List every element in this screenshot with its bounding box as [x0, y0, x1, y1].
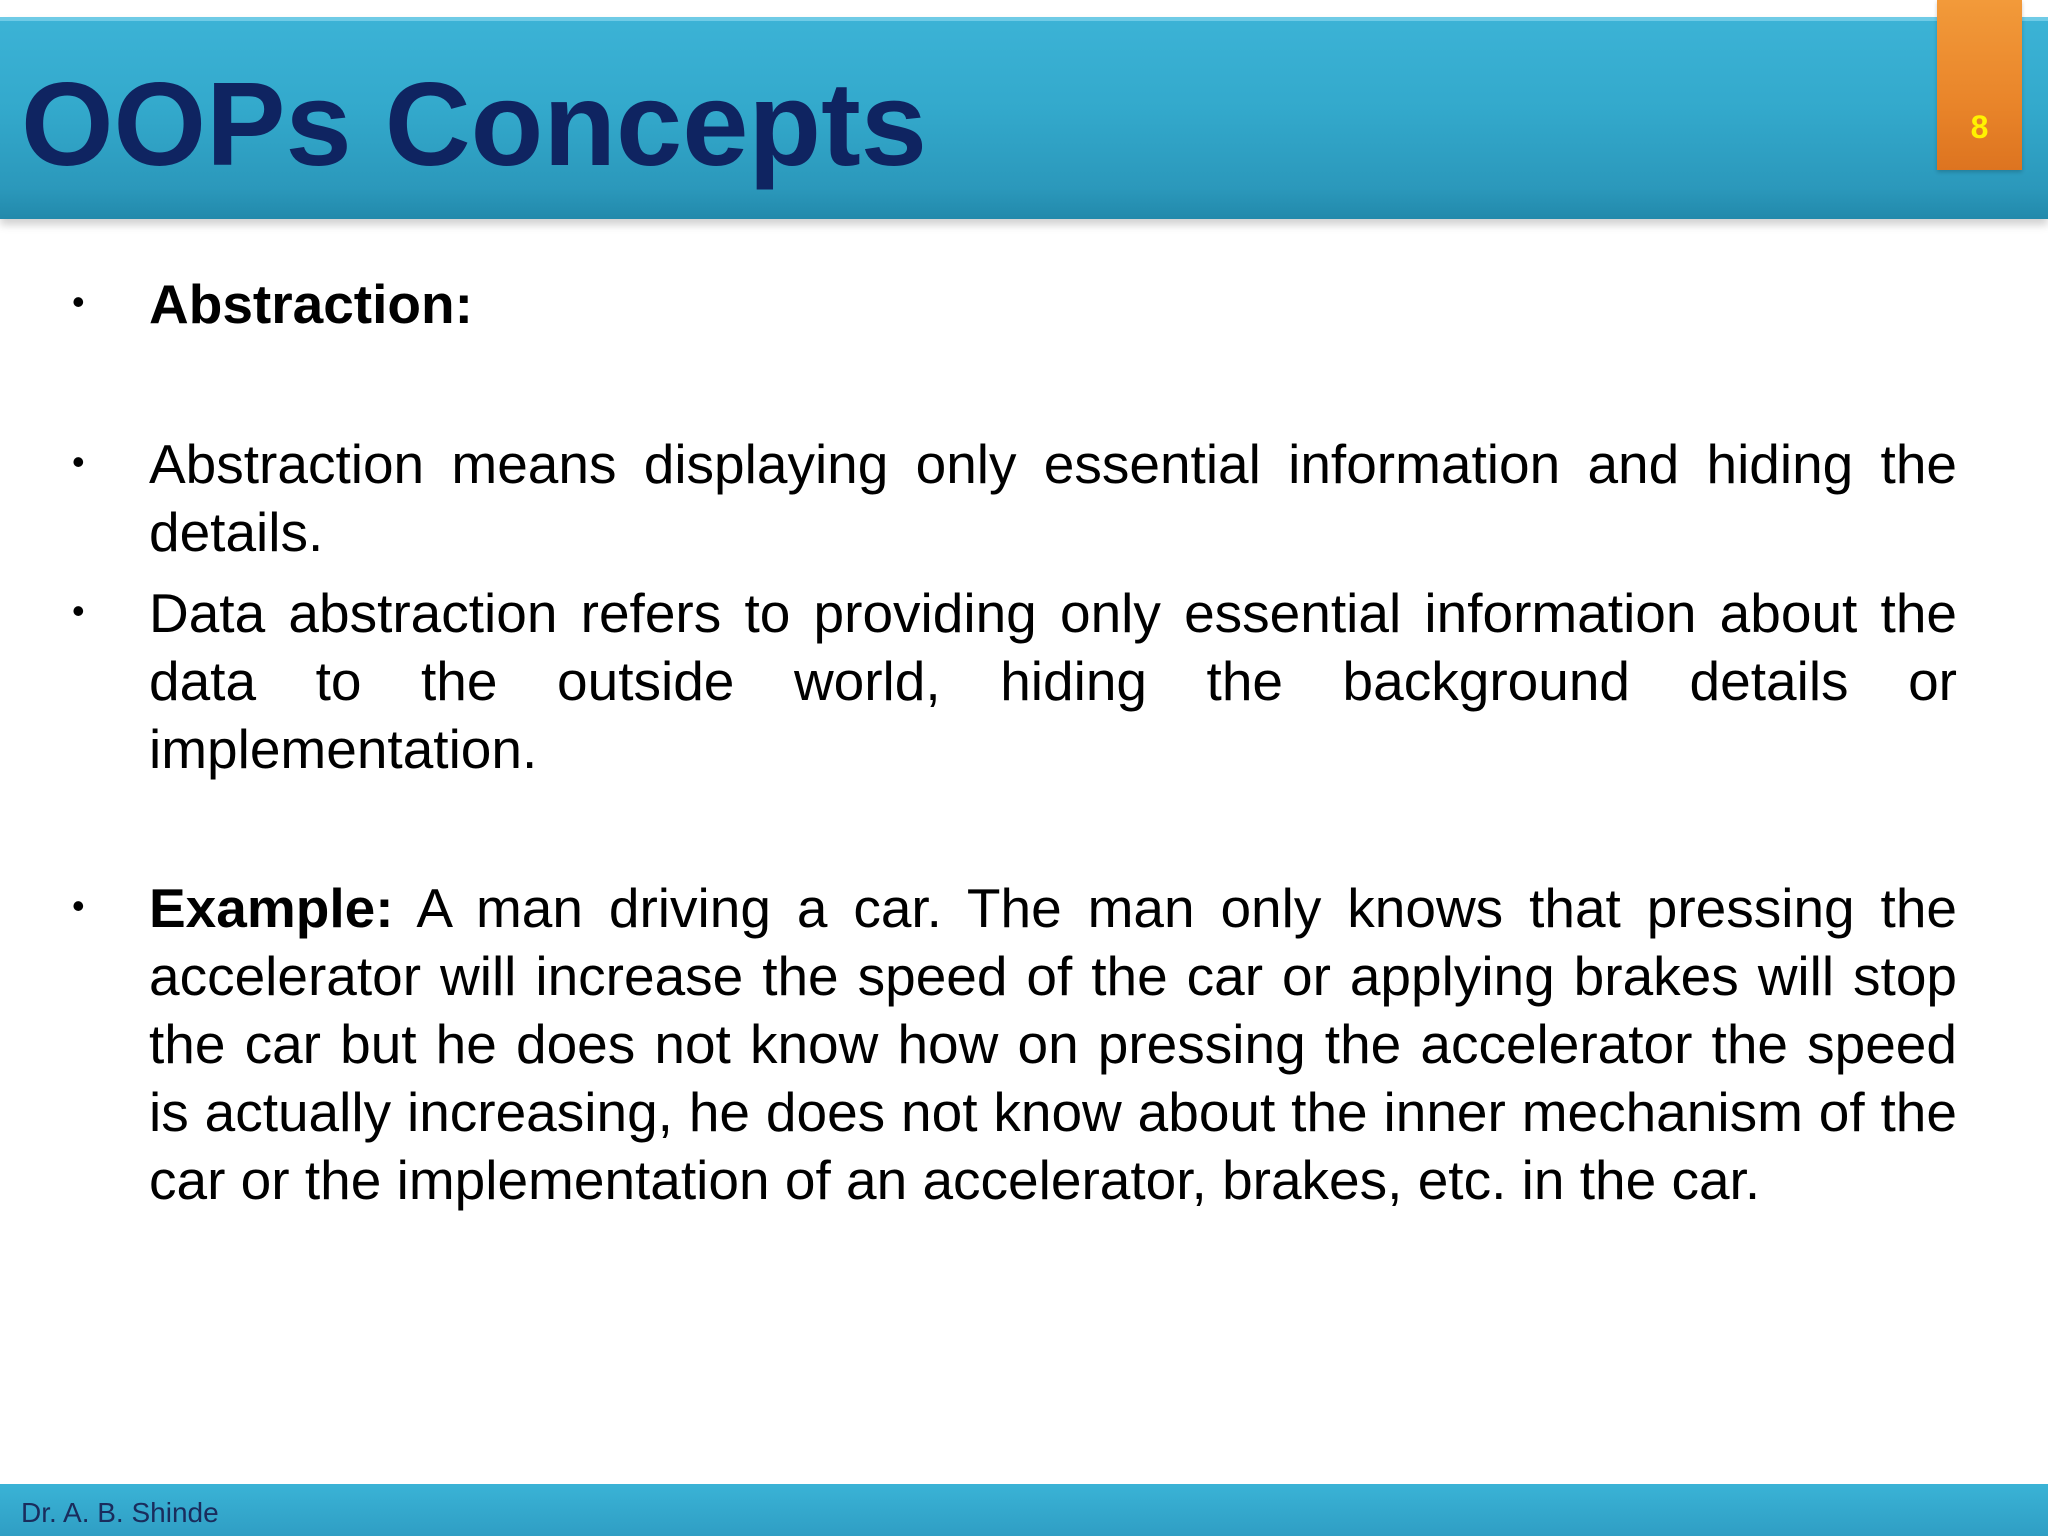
footer-author: Dr. A. B. Shinde [21, 1497, 219, 1528]
bullet-icon: • [72, 441, 85, 482]
bullet-point-example [149, 874, 1957, 1214]
page-number: 8 [1970, 109, 1989, 145]
header-top-line [0, 17, 2048, 21]
bullet-icon: • [72, 885, 85, 926]
page-number-tab [1937, 0, 2022, 170]
slide-title: OOPs Concepts [21, 58, 927, 191]
bullet-icon: • [72, 590, 85, 631]
bullet-icon: • [72, 281, 85, 322]
footer-bar [0, 1484, 2048, 1536]
bullet-heading-abstraction: Abstraction: [149, 273, 473, 335]
example-text: A man driving a car. The man only knows that pressing the accelerator will increase the speed of the car or applying brakes will stop the car but he does not know how on pressing the accelerator the speed is actually increasing, he does not know about the inner mechanism of the car or the implementation of an accelerator, brakes, etc. in the car. [149, 877, 1957, 1211]
example-label: Example: [149, 877, 394, 939]
bullet-point-definition: Abstraction means displaying only essential information and hiding the details. [149, 433, 1957, 563]
bullet-point-data-abstraction: Data abstraction refers to providing only essential information about the data to the outside world, hiding the background details or implementation. [149, 582, 1957, 780]
